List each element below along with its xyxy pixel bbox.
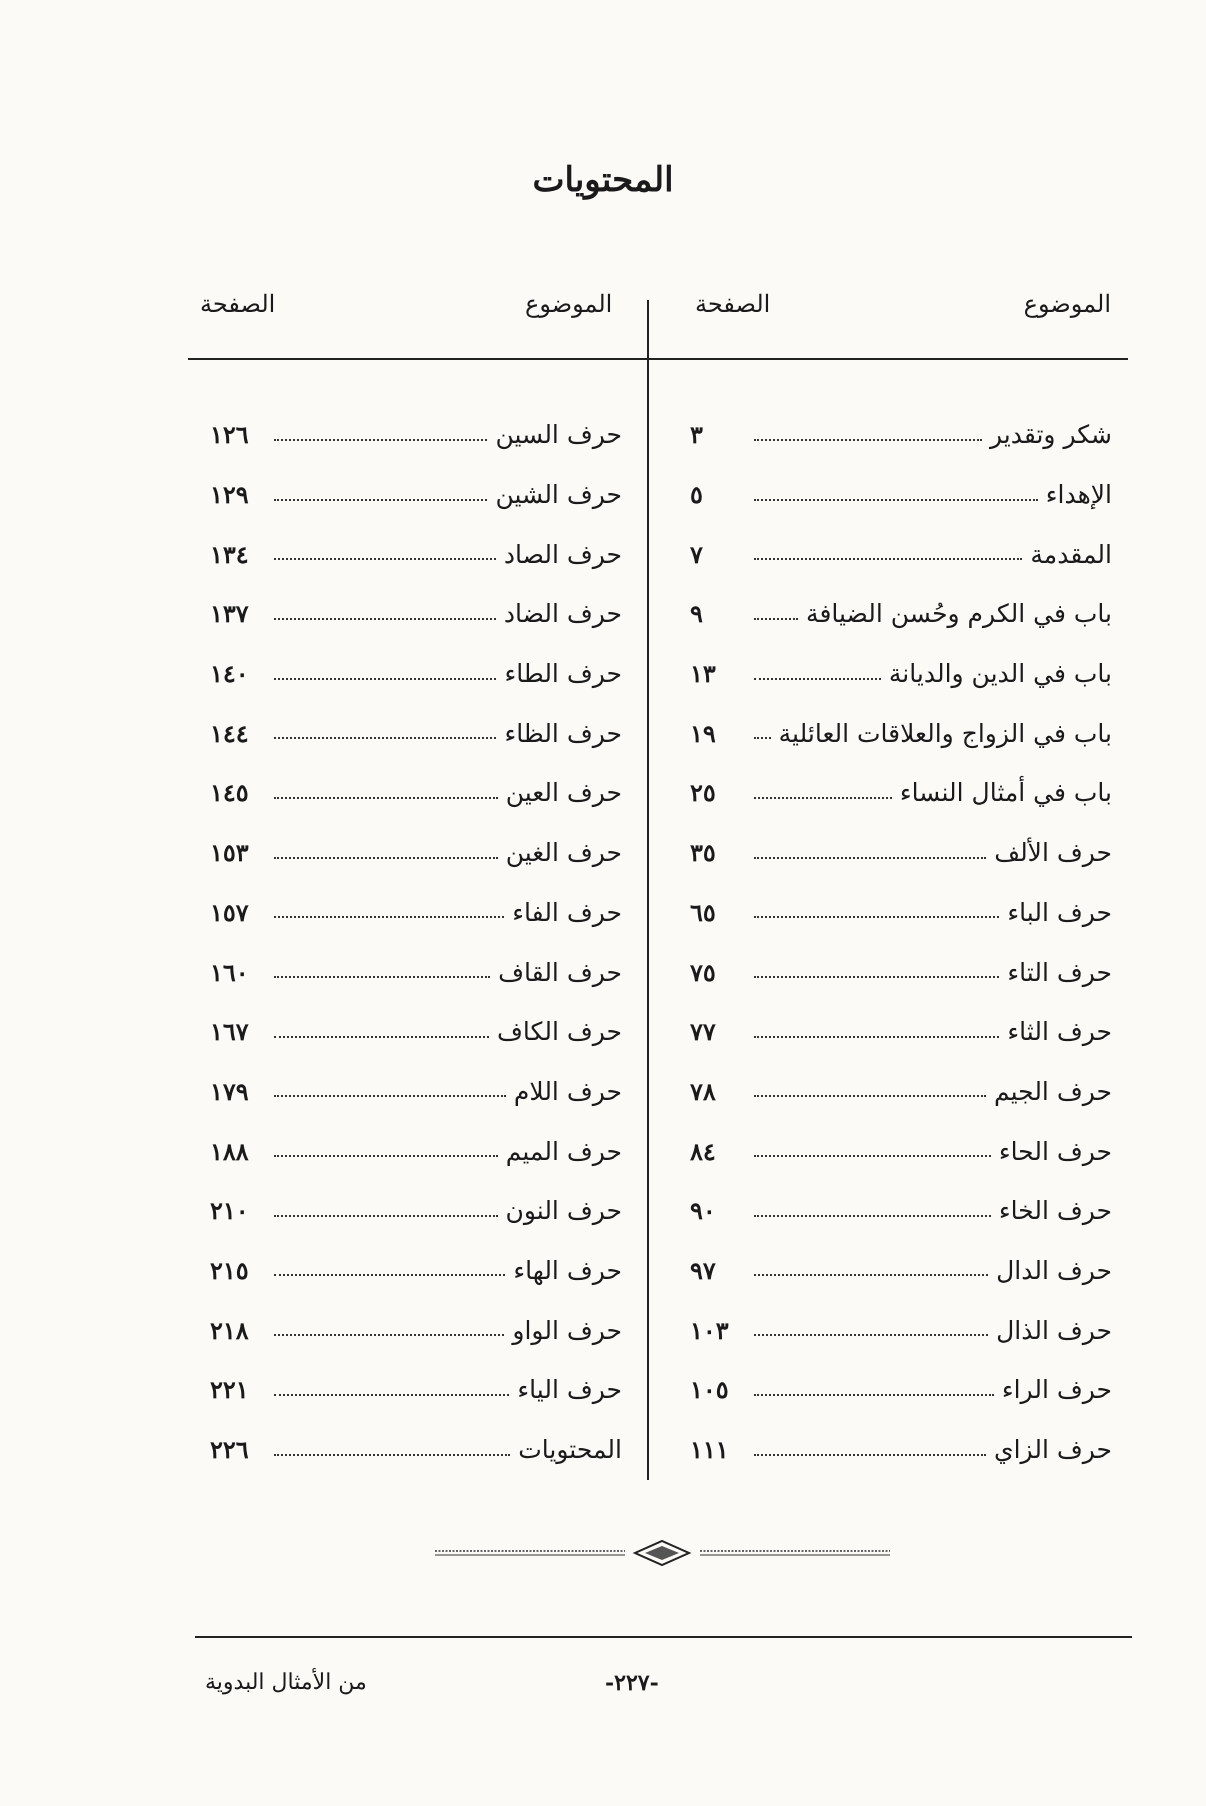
toc-entry-label: حرف الطاء bbox=[504, 659, 622, 689]
toc-entry bbox=[210, 1241, 622, 1301]
toc-entry-page: ١٠٥ bbox=[690, 1375, 729, 1405]
toc-entry bbox=[210, 405, 622, 465]
toc-entry-label: حرف الجيم bbox=[994, 1076, 1112, 1106]
toc-entry bbox=[210, 823, 622, 883]
toc-entry bbox=[690, 1241, 1112, 1301]
toc-entry-label: حرف الزاي bbox=[994, 1435, 1112, 1465]
toc-entry-page: ١٣ bbox=[690, 659, 716, 689]
dot-leader bbox=[754, 916, 999, 918]
footer-rule bbox=[195, 1636, 1132, 1638]
toc-entry-label: حرف السين bbox=[495, 420, 622, 450]
dot-leader bbox=[754, 1394, 994, 1396]
toc-entry-page: ٢٢٦ bbox=[210, 1435, 249, 1465]
dot-leader bbox=[754, 678, 881, 680]
toc-entry-page: ٢١٥ bbox=[210, 1255, 249, 1285]
dot-leader bbox=[754, 1215, 991, 1217]
toc-entry-label: حرف الراء bbox=[1001, 1375, 1112, 1405]
toc-entry-page: ٧٧ bbox=[690, 1017, 716, 1047]
toc-entry-label: باب في الدين والديانة bbox=[888, 659, 1112, 689]
toc-entry bbox=[210, 883, 622, 943]
toc-entry bbox=[690, 644, 1112, 704]
dot-leader bbox=[274, 1155, 498, 1157]
toc-entry-page: ٩٠ bbox=[690, 1196, 716, 1226]
toc-left-column bbox=[210, 405, 622, 1479]
toc-entry-label: حرف الحاء bbox=[998, 1136, 1112, 1166]
toc-entry-label: باب في الكرم وحُسن الضيافة bbox=[806, 599, 1112, 629]
toc-entry bbox=[210, 1360, 622, 1420]
toc-entry-page: ٣٥ bbox=[690, 838, 716, 868]
right-topic-header: الموضوع bbox=[1023, 290, 1111, 318]
dot-leader bbox=[754, 1036, 999, 1038]
toc-entry-page: ١٨٨ bbox=[210, 1136, 249, 1166]
toc-entry-label: حرف الدال bbox=[996, 1255, 1112, 1285]
toc-entry bbox=[210, 1062, 622, 1122]
dot-leader bbox=[754, 857, 986, 859]
toc-entry bbox=[690, 942, 1112, 1002]
toc-entry-label: حرف الغين bbox=[505, 838, 622, 868]
toc-entry bbox=[690, 1121, 1112, 1181]
toc-entry-label: حرف الشين bbox=[495, 480, 622, 510]
toc-entry-label: حرف الميم bbox=[505, 1136, 622, 1166]
toc-entry-page: ١٢٦ bbox=[210, 420, 249, 450]
toc-entry-page: ٦٥ bbox=[690, 897, 716, 927]
toc-entry-page: ١٦٧ bbox=[210, 1017, 249, 1047]
toc-entry-page: ٩ bbox=[690, 599, 703, 629]
dot-leader bbox=[274, 1095, 506, 1097]
toc-entry-label: حرف الواو bbox=[512, 1315, 622, 1345]
toc-entry-label: المقدمة bbox=[1030, 539, 1112, 569]
dot-leader bbox=[274, 916, 504, 918]
header-rule bbox=[188, 358, 1128, 360]
toc-entry bbox=[210, 584, 622, 644]
toc-entry-page: ٧ bbox=[690, 539, 703, 569]
toc-entry bbox=[210, 1300, 622, 1360]
toc-entry-page: ٢٥ bbox=[690, 778, 716, 808]
toc-right-column bbox=[690, 405, 1112, 1479]
toc-entry bbox=[690, 1360, 1112, 1420]
toc-entry-label: حرف الألف bbox=[994, 838, 1112, 868]
toc-entry-page: ١٤٥ bbox=[210, 778, 249, 808]
toc-entry bbox=[210, 524, 622, 584]
toc-entry-label: حرف الفاء bbox=[512, 897, 622, 927]
toc-entry bbox=[690, 763, 1112, 823]
toc-entry bbox=[690, 883, 1112, 943]
toc-entry-label: شكر وتقدير bbox=[989, 420, 1112, 450]
dot-leader bbox=[754, 1095, 986, 1097]
toc-entry-label: حرف الباء bbox=[1007, 897, 1112, 927]
toc-entry bbox=[210, 644, 622, 704]
toc-entry-page: ١٥٣ bbox=[210, 838, 249, 868]
toc-entry bbox=[210, 465, 622, 525]
toc-entry bbox=[210, 763, 622, 823]
toc-entry-label: الإهداء bbox=[1045, 480, 1112, 510]
toc-entry-label: المحتويات bbox=[518, 1435, 622, 1465]
dot-leader bbox=[754, 976, 999, 978]
toc-entry bbox=[690, 584, 1112, 644]
toc-entry bbox=[690, 703, 1112, 763]
footer-book-title: من الأمثال البدوية bbox=[205, 1670, 367, 1695]
right-page-header: الصفحة bbox=[695, 290, 771, 318]
toc-entry-page: ٥ bbox=[690, 480, 703, 510]
toc-entry-page: ١١١ bbox=[690, 1435, 729, 1465]
column-divider bbox=[647, 300, 649, 1480]
dot-leader bbox=[754, 1454, 986, 1456]
dot-leader bbox=[274, 439, 487, 441]
toc-entry-page: ١٠٣ bbox=[690, 1315, 729, 1345]
dot-leader bbox=[754, 439, 982, 441]
toc-entry bbox=[690, 524, 1112, 584]
dot-leader bbox=[274, 1334, 504, 1336]
toc-entry-label: حرف الهاء bbox=[513, 1255, 622, 1285]
toc-entry-page: ١٧٩ bbox=[210, 1076, 249, 1106]
page-title: المحتويات bbox=[532, 160, 674, 200]
dot-leader bbox=[274, 1454, 510, 1456]
toc-entry-page: ٧٥ bbox=[690, 957, 716, 987]
dot-leader bbox=[754, 737, 771, 739]
dot-leader bbox=[754, 618, 798, 620]
toc-entry-page: ٨٤ bbox=[690, 1136, 716, 1166]
toc-entry bbox=[210, 1121, 622, 1181]
dot-leader bbox=[274, 618, 496, 620]
toc-entry-page: ١٩ bbox=[690, 718, 716, 748]
toc-entry bbox=[690, 1300, 1112, 1360]
toc-entry-label: حرف الظاء bbox=[504, 718, 622, 748]
toc-entry-page: ١٣٤ bbox=[210, 539, 249, 569]
toc-entry-label: حرف العين bbox=[505, 778, 622, 808]
left-page-header: الصفحة bbox=[200, 290, 276, 318]
dot-leader bbox=[754, 558, 1022, 560]
toc-entry-label: حرف القاف bbox=[498, 957, 622, 987]
dot-leader bbox=[274, 1215, 498, 1217]
toc-entry bbox=[690, 1062, 1112, 1122]
toc-entry-label: حرف الذال bbox=[996, 1315, 1112, 1345]
toc-entry-page: ١٦٠ bbox=[210, 957, 249, 987]
toc-entry-label: حرف الكاف bbox=[496, 1017, 622, 1047]
dot-leader bbox=[274, 797, 498, 799]
dot-leader bbox=[754, 797, 892, 799]
toc-entry-page: ١٤٤ bbox=[210, 718, 249, 748]
toc-entry-page: ١٤٠ bbox=[210, 659, 249, 689]
toc-entry bbox=[210, 942, 622, 1002]
toc-entry bbox=[690, 405, 1112, 465]
toc-entry-label: حرف الصاد bbox=[503, 539, 622, 569]
toc-entry-label: حرف الضاد bbox=[503, 599, 622, 629]
toc-entry bbox=[690, 465, 1112, 525]
toc-entry bbox=[210, 1420, 622, 1480]
ornament-divider bbox=[435, 1535, 890, 1571]
toc-entry-label: حرف النون bbox=[505, 1196, 622, 1226]
dot-leader bbox=[274, 976, 490, 978]
toc-entry bbox=[690, 1002, 1112, 1062]
toc-entry-label: حرف التاء bbox=[1007, 957, 1112, 987]
toc-entry-page: ٢١٨ bbox=[210, 1315, 249, 1345]
dot-leader bbox=[274, 737, 496, 739]
toc-entry-page: ٢٢١ bbox=[210, 1375, 249, 1405]
toc-entry-label: حرف اللام bbox=[513, 1076, 622, 1106]
toc-entry bbox=[690, 1420, 1112, 1480]
dot-leader bbox=[274, 678, 496, 680]
dot-leader bbox=[274, 499, 487, 501]
footer-page-number: -٢٢٧- bbox=[605, 1670, 659, 1696]
toc-entry-label: باب في الزواج والعلاقات العائلية bbox=[778, 718, 1112, 748]
toc-entry-label: حرف الياء bbox=[517, 1375, 622, 1405]
dot-leader bbox=[274, 558, 496, 560]
dot-leader bbox=[754, 1155, 991, 1157]
toc-entry-page: ١٢٩ bbox=[210, 480, 249, 510]
toc-entry-page: ١٣٧ bbox=[210, 599, 249, 629]
toc-entry bbox=[210, 703, 622, 763]
toc-entry-page: ٧٨ bbox=[690, 1076, 716, 1106]
left-topic-header: الموضوع bbox=[525, 290, 613, 318]
dot-leader bbox=[274, 1036, 489, 1038]
toc-entry-page: ٣ bbox=[690, 420, 703, 450]
toc-entry bbox=[210, 1181, 622, 1241]
dot-leader bbox=[754, 1274, 988, 1276]
dot-leader bbox=[754, 499, 1038, 501]
dot-leader bbox=[274, 857, 498, 859]
dot-leader bbox=[274, 1394, 509, 1396]
toc-entry bbox=[210, 1002, 622, 1062]
dot-leader bbox=[274, 1274, 505, 1276]
toc-entry bbox=[690, 1181, 1112, 1241]
dot-leader bbox=[754, 1334, 988, 1336]
toc-entry bbox=[690, 823, 1112, 883]
toc-entry-page: ٩٧ bbox=[690, 1255, 716, 1285]
toc-entry-label: حرف الثاء bbox=[1007, 1017, 1112, 1047]
toc-entry-page: ١٥٧ bbox=[210, 897, 249, 927]
toc-entry-label: باب في أمثال النساء bbox=[899, 778, 1112, 808]
toc-entry-label: حرف الخاء bbox=[998, 1196, 1112, 1226]
toc-entry-page: ٢١٠ bbox=[210, 1196, 249, 1226]
